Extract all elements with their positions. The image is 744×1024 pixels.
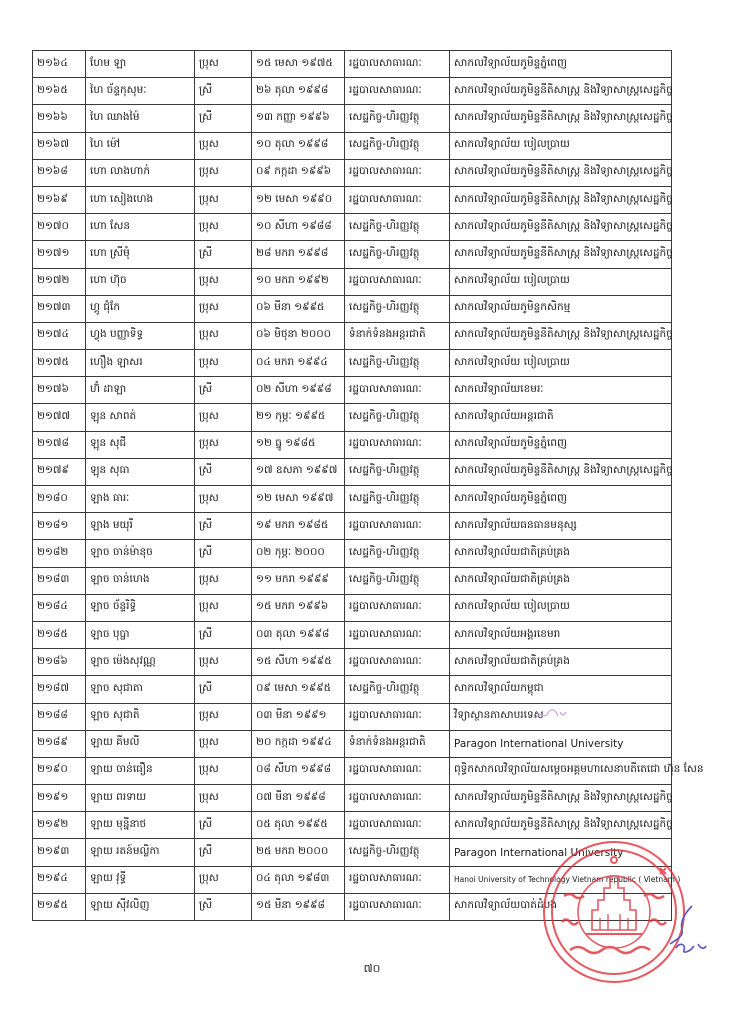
table-row xyxy=(33,703,672,730)
candidate-sex: ប្រុស xyxy=(195,404,252,431)
candidate-major: សេដ្ឋកិច្ច-ហិរញ្ញវត្ថុ xyxy=(345,350,450,377)
table-row xyxy=(33,132,672,159)
candidate-birthdate: ០៥ តុលា ១៩៩៥ xyxy=(252,812,345,839)
candidate-major: សេដ្ឋកិច្ច-ហិរញ្ញវត្ថុ xyxy=(345,295,450,322)
candidate-birthdate: ១០ តុលា ១៩៩៨ xyxy=(252,132,345,159)
candidate-sex: ស្រី xyxy=(195,839,252,866)
candidate-university: សាកលវិទ្យាល័យភូមិន្ទនីតិសាស្ត្រ និងវិទ្យាសាស្ត្រសេដ្ឋកិច្ច xyxy=(450,322,672,349)
candidate-sex: ប្រុស xyxy=(195,159,252,186)
candidate-major: សេដ្ឋកិច្ច-ហិរញ្ញវត្ថុ xyxy=(345,241,450,268)
candidate-university: សាកលវិទ្យាល័យភូមិន្ទនីតិសាស្ត្រ និងវិទ្យាសាស្ត្រសេដ្ឋកិច្ច xyxy=(450,105,672,132)
table-row xyxy=(33,295,672,322)
candidate-sex: ប្រុស xyxy=(195,567,252,594)
candidate-sex: ស្រី xyxy=(195,513,252,540)
row-number: ២១៧៥ xyxy=(33,350,86,377)
table-row xyxy=(33,458,672,485)
candidate-birthdate: ១២ មេសា ១៩៩៧ xyxy=(252,486,345,513)
row-number: ២១៧១ xyxy=(33,241,86,268)
candidate-name: ហឿង ឡាសរ xyxy=(86,350,195,377)
table-row xyxy=(33,322,672,349)
candidate-university: សាកលវិទ្យាល័យភូមិន្ទកសិកម្ម xyxy=(450,295,672,322)
table-row xyxy=(33,785,672,812)
candidate-sex: ប្រុស xyxy=(195,322,252,349)
candidate-sex: ស្រី xyxy=(195,893,252,920)
candidate-major: រដ្ឋបាលសាធារណៈ xyxy=(345,649,450,676)
candidate-major: រដ្ឋបាលសាធារណៈ xyxy=(345,377,450,404)
candidate-university: Paragon International University xyxy=(450,839,672,866)
candidate-university: សាកលវិទ្យាល័យភូមិន្ទនីតិសាស្ត្រ និងវិទ្យាសាស្ត្រសេដ្ឋកិច្ច xyxy=(450,241,672,268)
candidate-name: ហោ ហ៊ុច xyxy=(86,268,195,295)
candidate-major: ទំនាក់ទំនងអន្តរជាតិ xyxy=(345,730,450,757)
row-number: ២១៨៩ xyxy=(33,730,86,757)
candidate-name: ឡុន សុធា xyxy=(86,458,195,485)
table-row xyxy=(33,268,672,295)
candidate-sex: ស្រី xyxy=(195,241,252,268)
candidate-university: សាកលវិទ្យាល័យភូមិន្ទនីតិសាស្ត្រ និងវិទ្យាសាស្ត្រសេដ្ឋកិច្ច xyxy=(450,214,672,241)
pencil-mark xyxy=(534,708,568,722)
candidate-birthdate: ២១ កុម្ភៈ ១៩៩៥ xyxy=(252,404,345,431)
row-number: ២១៨៨ xyxy=(33,703,86,730)
candidate-name: ឡាច ច័ន្ទរិទ្ធិ xyxy=(86,594,195,621)
table-row xyxy=(33,51,672,78)
candidate-university: សាកលវិទ្យាល័យភូមិន្ទនីតិសាស្ត្រ និងវិទ្យាសាស្ត្រសេដ្ឋកិច្ច xyxy=(450,812,672,839)
candidate-major: សេដ្ឋកិច្ច-ហិរញ្ញវត្ថុ xyxy=(345,486,450,513)
row-number: ២១៨៧ xyxy=(33,676,86,703)
candidate-birthdate: ២០ កក្កដា ១៩៩៤ xyxy=(252,730,345,757)
candidate-birthdate: ០៨ សីហា ១៩៩៨ xyxy=(252,757,345,784)
candidate-name: ហ្វុង បញ្ញាទិទ្ធ xyxy=(86,322,195,349)
candidate-university: សាកលវិទ្យាល័យភូមិន្ទនីតិសាស្ត្រ និងវិទ្យាសាស្ត្រសេដ្ឋកិច្ច xyxy=(450,785,672,812)
candidate-birthdate: ១៥ សីហា ១៩៩៥ xyxy=(252,649,345,676)
candidate-university: វិទ្យាស្ថានភាសាបរទេស xyxy=(450,703,672,730)
row-number: ២១៨០ xyxy=(33,486,86,513)
row-number: ២១៨៤ xyxy=(33,594,86,621)
candidate-major: សេដ្ឋកិច្ច-ហិរញ្ញវត្ថុ xyxy=(345,676,450,703)
row-number: ២១៧២ xyxy=(33,268,86,295)
candidate-name: ឡាច ចាន់ហេង xyxy=(86,567,195,594)
candidate-university: សាកលវិទ្យាល័យ បៀលប្រាយ xyxy=(450,132,672,159)
row-number: ២១៩០ xyxy=(33,757,86,784)
candidate-birthdate: ១១ មករា ១៩៩៩ xyxy=(252,567,345,594)
table-row xyxy=(33,513,672,540)
candidate-sex: ប្រុស xyxy=(195,214,252,241)
candidate-major: រដ្ឋបាលសាធារណៈ xyxy=(345,703,450,730)
row-number: ២១៨៦ xyxy=(33,649,86,676)
candidate-name: ឡាង មយុរី xyxy=(86,513,195,540)
candidate-birthdate: ០៤ តុលា ១៩៨៣ xyxy=(252,866,345,893)
table-row xyxy=(33,105,672,132)
candidate-name: ឡាយ រតន៍មល្លិកា xyxy=(86,839,195,866)
candidate-university: ពុទ្ធិកសាកលវិទ្យាល័យសម្តេចអគ្គមហាសេនាបតីតេជោ ហ៊ុន សែន xyxy=(450,757,672,784)
candidate-major: ទំនាក់ទំនងអន្តរជាតិ xyxy=(345,322,450,349)
candidate-birthdate: ១៥ មេសា ១៩៧៥ xyxy=(252,51,345,78)
candidate-major: រដ្ឋបាលសាធារណៈ xyxy=(345,513,450,540)
candidate-sex: ស្រី xyxy=(195,676,252,703)
candidate-name: ឡាច សុជាតា xyxy=(86,676,195,703)
candidate-birthdate: ០៣ មីនា ១៩៩១ xyxy=(252,703,345,730)
row-number: ២១៧៧ xyxy=(33,404,86,431)
candidate-sex: ប្រុស xyxy=(195,51,252,78)
table-row xyxy=(33,594,672,621)
candidate-name: ឡាយ ស៊ីវលិញ xyxy=(86,893,195,920)
candidate-sex: ប្រុស xyxy=(195,703,252,730)
row-number: ២១៩៤ xyxy=(33,866,86,893)
candidate-sex: ស្រី xyxy=(195,377,252,404)
table-row xyxy=(33,377,672,404)
row-number: ២១៩៥ xyxy=(33,893,86,920)
candidate-major: រដ្ឋបាលសាធារណៈ xyxy=(345,785,450,812)
candidate-university: សាកលវិទ្យាល័យភូមិន្ទនីតិសាស្ត្រ និងវិទ្យាសាស្ត្រសេដ្ឋកិច្ច xyxy=(450,458,672,485)
candidate-major: រដ្ឋបាលសាធារណៈ xyxy=(345,812,450,839)
candidate-sex: ស្រី xyxy=(195,458,252,485)
candidate-birthdate: ០២ កុម្ភៈ ២០០០ xyxy=(252,540,345,567)
candidate-university: សាកលវិទ្យាល័យធនធានមនុស្ស xyxy=(450,513,672,540)
row-number: ២១៦៦ xyxy=(33,105,86,132)
row-number: ២១៨១ xyxy=(33,513,86,540)
row-number: ២១៦៥ xyxy=(33,78,86,105)
candidate-sex: ប្រុស xyxy=(195,594,252,621)
row-number: ២១៩៣ xyxy=(33,839,86,866)
candidate-major: សេដ្ឋកិច្ច-ហិរញ្ញវត្ថុ xyxy=(345,105,450,132)
candidate-sex: ប្រុស xyxy=(195,730,252,757)
candidate-sex: ស្រី xyxy=(195,105,252,132)
candidate-university: សាកលវិទ្យាល័យភូមិន្ទភ្នំពេញ xyxy=(450,51,672,78)
candidate-university: Paragon International University xyxy=(450,730,672,757)
row-number: ២១៨២ xyxy=(33,540,86,567)
candidate-name: ឡាច ចាន់ម៉ានុច xyxy=(86,540,195,567)
candidate-name: ឡាច បុប្ផា xyxy=(86,621,195,648)
candidate-birthdate: ០៦ មិថុនា ២០០០ xyxy=(252,322,345,349)
candidate-sex: ប្រុស xyxy=(195,350,252,377)
candidate-sex: ប្រុស xyxy=(195,431,252,458)
candidate-birthdate: ២៦ តុលា ១៩៩៨ xyxy=(252,78,345,105)
table-row xyxy=(33,486,672,513)
candidate-university: សាកលវិទ្យាល័យភូមិន្ទនីតិសាស្ត្រ និងវិទ្យាសាស្ត្រសេដ្ឋកិច្ច xyxy=(450,159,672,186)
row-number: ២១៦៤ xyxy=(33,51,86,78)
candidate-major: រដ្ឋបាលសាធារណៈ xyxy=(345,757,450,784)
candidate-birthdate: ១៩ មករា ១៩៨៥ xyxy=(252,513,345,540)
candidate-birthdate: ២៨ មករា ១៩៩៨ xyxy=(252,241,345,268)
candidate-major: សេដ្ឋកិច្ច-ហិរញ្ញវត្ថុ xyxy=(345,404,450,431)
candidate-birthdate: ១៣ កញ្ញា ១៩៩៦ xyxy=(252,105,345,132)
candidate-sex: ប្រុស xyxy=(195,785,252,812)
candidate-major: រដ្ឋបាលសាធារណៈ xyxy=(345,621,450,648)
table-row xyxy=(33,540,672,567)
candidate-major: រដ្ឋបាលសាធារណៈ xyxy=(345,594,450,621)
candidate-sex: ស្រី xyxy=(195,78,252,105)
candidate-name: ឡាយ វុទ្ធី xyxy=(86,866,195,893)
candidate-sex: ប្រុស xyxy=(195,866,252,893)
candidate-sex: ប្រុស xyxy=(195,295,252,322)
candidate-name: ឡុន សាពត់ xyxy=(86,404,195,431)
candidate-major: សេដ្ឋកិច្ច-ហិរញ្ញវត្ថុ xyxy=(345,540,450,567)
candidate-birthdate: ១២ ធ្នូ ១៩៨៥ xyxy=(252,431,345,458)
candidate-name: ឡាង ធារៈ xyxy=(86,486,195,513)
candidate-major: សេដ្ឋកិច្ច-ហិរញ្ញវត្ថុ xyxy=(345,458,450,485)
candidate-major: រដ្ឋបាលសាធារណៈ xyxy=(345,159,450,186)
candidate-birthdate: ២៥ មករា ២០០០ xyxy=(252,839,345,866)
candidate-university: សាកលវិទ្យាល័យភូមិន្ទភ្នំពេញ xyxy=(450,486,672,513)
candidate-sex: ស្រី xyxy=(195,621,252,648)
candidate-name: ឡាយ ពរទាយ xyxy=(86,785,195,812)
candidate-major: រដ្ឋបាលសាធារណៈ xyxy=(345,51,450,78)
candidate-university: សាកលវិទ្យាល័យ បៀលប្រាយ xyxy=(450,268,672,295)
candidate-university: សាកលវិទ្យាល័យភូមិន្ទនីតិសាស្ត្រ និងវិទ្យាសាស្ត្រសេដ្ឋកិច្ច xyxy=(450,78,672,105)
row-number: ២១៧៤ xyxy=(33,322,86,349)
candidate-birthdate: ០៩ កក្កដា ១៩៩៦ xyxy=(252,159,345,186)
candidate-university: សាកលវិទ្យាល័យបាត់ដំបង xyxy=(450,893,672,920)
candidate-birthdate: ១០ សីហា ១៩៨៨ xyxy=(252,214,345,241)
table-row xyxy=(33,676,672,703)
candidate-birthdate: ០៧ មីនា ១៩៩៨ xyxy=(252,785,345,812)
candidate-university: សាកលវិទ្យាល័យ បៀលប្រាយ xyxy=(450,350,672,377)
candidate-university: សាកលវិទ្យាល័យអង្គរខេមរា xyxy=(450,621,672,648)
candidate-birthdate: ១៥ មីនា ១៩៩៨ xyxy=(252,893,345,920)
candidate-name: ហៃ ម៉ៅ xyxy=(86,132,195,159)
candidate-birthdate: ១៧ ឧសភា ១៩៩៧ xyxy=(252,458,345,485)
candidate-name: ឡាយ ចាន់ធឿន xyxy=(86,757,195,784)
table-row xyxy=(33,404,672,431)
candidate-major: រដ្ឋបាលសាធារណៈ xyxy=(345,866,450,893)
candidate-university: Hanoi University of Technology Vietnam republic ( Vietnam ) xyxy=(450,866,672,893)
candidate-name: ហែម ឡា xyxy=(86,51,195,78)
candidate-name: ឡាយ មុន្នីនាថ xyxy=(86,812,195,839)
candidate-university: សាកលវិទ្យាល័យកម្ពុជា xyxy=(450,676,672,703)
candidate-university: សាកលវិទ្យាល័យជាតិគ្រប់គ្រង xyxy=(450,540,672,567)
candidate-major: រដ្ឋបាលសាធារណៈ xyxy=(345,268,450,295)
table-row xyxy=(33,621,672,648)
row-number: ២១៧០ xyxy=(33,214,86,241)
table-row xyxy=(33,567,672,594)
row-number: ២១៨៣ xyxy=(33,567,86,594)
candidate-sex: ប្រុស xyxy=(195,268,252,295)
candidate-major: រដ្ឋបាលសាធារណៈ xyxy=(345,431,450,458)
table-row xyxy=(33,159,672,186)
candidate-name: ហោ សៀងហេង xyxy=(86,186,195,213)
table-row xyxy=(33,649,672,676)
candidate-major: សេដ្ឋកិច្ច-ហិរញ្ញវត្ថុ xyxy=(345,132,450,159)
candidate-birthdate: ០៩ មេសា ១៩៩៥ xyxy=(252,676,345,703)
row-number: ២១៧៩ xyxy=(33,458,86,485)
candidate-name: ឡាយ គីមលី xyxy=(86,730,195,757)
candidate-name: ហោ ស្រីមុំ xyxy=(86,241,195,268)
candidate-sex: ប្រុស xyxy=(195,186,252,213)
candidate-birthdate: ១០ មករា ១៩៩២ xyxy=(252,268,345,295)
table-row xyxy=(33,730,672,757)
table-row xyxy=(33,241,672,268)
table-row xyxy=(33,812,672,839)
candidate-university: សាកលវិទ្យាល័យភូមិន្ទភ្នំពេញ xyxy=(450,431,672,458)
candidate-name: ហោ សែន xyxy=(86,214,195,241)
candidate-sex: ស្រី xyxy=(195,540,252,567)
row-number: ២១៩១ xyxy=(33,785,86,812)
row-number: ២១៨៥ xyxy=(33,621,86,648)
candidate-name: ឡុន សុជី xyxy=(86,431,195,458)
table-row xyxy=(33,350,672,377)
row-number: ២១៦៨ xyxy=(33,159,86,186)
candidate-major: សេដ្ឋកិច្ច-ហិរញ្ញវត្ថុ xyxy=(345,214,450,241)
candidate-name: ហៃ ឈាងម៉ៃ xyxy=(86,105,195,132)
candidate-university: សាកលវិទ្យាល័យជាតិគ្រប់គ្រង xyxy=(450,567,672,594)
candidate-birthdate: ០២ សីហា ១៩៩៨ xyxy=(252,377,345,404)
candidate-sex: ប្រុស xyxy=(195,757,252,784)
table-row xyxy=(33,186,672,213)
candidate-name: ហ្គូ ជុំកែ xyxy=(86,295,195,322)
candidate-name: ហោ លាងហាក់ xyxy=(86,159,195,186)
candidate-major: រដ្ឋបាលសាធារណៈ xyxy=(345,78,450,105)
candidate-name: ហៃ ច័ន្ទកុសុមៈ xyxy=(86,78,195,105)
candidate-table-body xyxy=(33,51,704,921)
candidate-sex: ប្រុស xyxy=(195,486,252,513)
candidate-table xyxy=(32,50,704,921)
table-row xyxy=(33,431,672,458)
candidate-major: សេដ្ឋកិច្ច-ហិរញ្ញវត្ថុ xyxy=(345,839,450,866)
candidate-major: សេដ្ឋកិច្ច-ហិរញ្ញវត្ថុ xyxy=(345,567,450,594)
row-number: ២១៧៨ xyxy=(33,431,86,458)
candidate-name: ហ៊ំ ដាឡា xyxy=(86,377,195,404)
candidate-major: រដ្ឋបាលសាធារណៈ xyxy=(345,893,450,920)
table-row xyxy=(33,78,672,105)
candidate-university: សាកលវិទ្យាល័យ បៀលប្រាយ xyxy=(450,594,672,621)
row-number: ២១៧៦ xyxy=(33,377,86,404)
table-row xyxy=(33,757,672,784)
row-number: ២១៦៧ xyxy=(33,132,86,159)
candidate-university: សាកលវិទ្យាល័យអន្តរជាតិ xyxy=(450,404,672,431)
page-number: ៧០ xyxy=(363,962,381,975)
table-row xyxy=(33,214,672,241)
row-number: ២១៩២ xyxy=(33,812,86,839)
candidate-major: រដ្ឋបាលសាធារណៈ xyxy=(345,186,450,213)
candidate-university: សាកលវិទ្យាល័យជាតិគ្រប់គ្រង xyxy=(450,649,672,676)
candidate-sex: ប្រុស xyxy=(195,132,252,159)
handwritten-signature xyxy=(640,900,710,960)
candidate-university: សាកលវិទ្យាល័យខេមរៈ xyxy=(450,377,672,404)
candidate-birthdate: ០៣ តុលា ១៩៩៨ xyxy=(252,621,345,648)
candidate-birthdate: ០៤ មករា ១៩៩៤ xyxy=(252,350,345,377)
candidate-birthdate: ០៦ មីនា ១៩៩៥ xyxy=(252,295,345,322)
row-number: ២១៧៣ xyxy=(33,295,86,322)
candidate-name: ឡាច ម៉េងសុវណ្ណ xyxy=(86,649,195,676)
candidate-university: សាកលវិទ្យាល័យភូមិន្ទនីតិសាស្ត្រ និងវិទ្យាសាស្ត្រសេដ្ឋកិច្ច xyxy=(450,186,672,213)
candidate-sex: ប្រុស xyxy=(195,649,252,676)
candidate-birthdate: ១២ មេសា ១៩៩០ xyxy=(252,186,345,213)
candidate-sex: ស្រី xyxy=(195,812,252,839)
candidate-name: ឡាច សុជាតិ xyxy=(86,703,195,730)
row-number: ២១៦៩ xyxy=(33,186,86,213)
candidate-birthdate: ១៥ មករា ១៩៩៦ xyxy=(252,594,345,621)
